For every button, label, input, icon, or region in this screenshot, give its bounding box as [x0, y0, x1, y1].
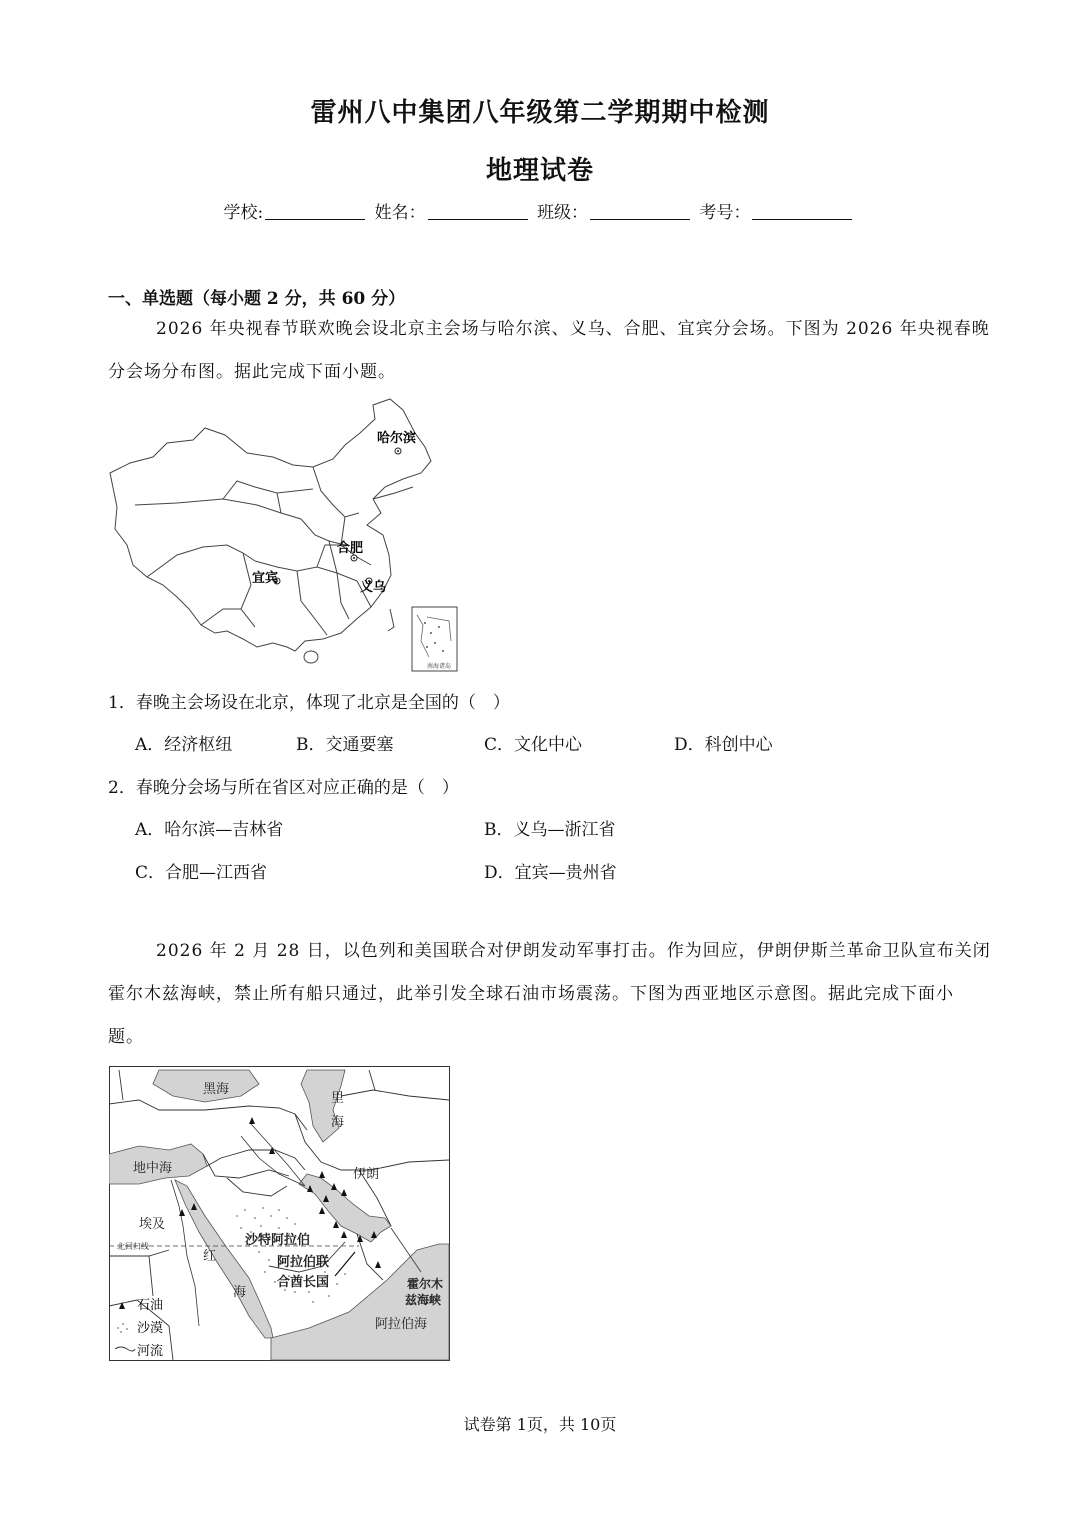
mediterranean-label: 地中海 — [133, 1161, 173, 1176]
passage-2-line-2: 霍尔木兹海峡，禁止所有船只通过，此举引发全球石油市场震荡。下图为西亚地区示意图。据此完成下面小 — [108, 984, 954, 1004]
inset-box — [412, 607, 457, 671]
q1-option-d[interactable]: D．科创中心 — [674, 735, 773, 755]
yibin-label: 宜宾 — [252, 571, 279, 586]
name-blank[interactable] — [428, 205, 528, 220]
exam-title: 雷州八中集团八年级第二学期期中检测 — [310, 98, 770, 128]
passage-2-line-3: 题。 — [108, 1027, 144, 1047]
q2-option-a[interactable]: A．哈尔滨—吉林省 — [135, 820, 284, 840]
caspian-label-2: 海 — [331, 1115, 345, 1130]
q1-option-a[interactable]: A．经济枢纽 — [135, 735, 233, 755]
class-label: 班级： — [537, 203, 589, 223]
red-sea-label-1: 红 — [203, 1249, 217, 1264]
exam-no-blank[interactable] — [752, 205, 852, 220]
q1-option-c[interactable]: C．文化中心 — [484, 735, 583, 755]
q2-option-d[interactable]: D．宜宾—贵州省 — [484, 863, 617, 883]
hormuz-label-1: 霍尔木 — [407, 1277, 444, 1291]
passage-1-line-1: 2026 年央视春节联欢晚会设北京主会场与哈尔滨、义乌、合肥、宜宾分会场。下图为 2026 年央视春晚 — [156, 319, 990, 339]
arabian-sea-label: 阿拉伯海 — [375, 1317, 428, 1332]
student-info-row — [0, 198, 1080, 223]
passage-1-line-2: 分会场分布图。据此完成下面小题。 — [108, 362, 396, 382]
legend-desert: 沙漠 — [137, 1321, 164, 1336]
exam-subtitle: 地理试卷 — [485, 156, 594, 186]
saudi-label: 沙特阿拉伯 — [245, 1233, 311, 1248]
exam-no-label: 考号： — [699, 203, 751, 223]
q2-stem: 2．春晚分会场与所在省区对应正确的是（ ） — [108, 778, 459, 798]
school-label: 学校: — [223, 203, 264, 223]
red-sea-label-2: 海 — [233, 1285, 247, 1300]
q1-stem: 1．春晚主会场设在北京，体现了北京是全国的（ ） — [108, 693, 510, 713]
inset-label: 南海诸岛 — [427, 663, 452, 670]
q2-option-b[interactable]: B．义乌—浙江省 — [484, 820, 616, 840]
hormuz-label-2: 兹海峡 — [405, 1293, 442, 1307]
china-map — [105, 395, 465, 675]
school-blank[interactable] — [265, 205, 365, 220]
west-asia-map — [109, 1066, 451, 1362]
passage-2 — [108, 930, 1000, 1059]
class-blank[interactable] — [590, 205, 690, 220]
iran-label: 伊朗 — [353, 1167, 380, 1182]
uae-label-2: 合酋长国 — [277, 1275, 330, 1290]
name-label: 姓名： — [374, 203, 426, 223]
egypt-label: 埃及 — [139, 1217, 166, 1232]
legend-oil: 石油 — [137, 1298, 164, 1313]
q1-option-b[interactable]: B．交通要塞 — [296, 735, 394, 755]
tropic-label: 北回归线 — [117, 1242, 149, 1251]
yiwu-label: 义乌 — [360, 580, 387, 595]
section-heading: 一、单选题（每小题 2 分，共 60 分） — [108, 289, 406, 309]
passage-2-line-1: 2026 年 2 月 28 日，以色列和美国联合对伊朗发动军事打击。作为回应，伊朗伊斯兰革命卫队宣布关闭 — [156, 941, 991, 961]
black-sea-label: 黑海 — [203, 1082, 230, 1097]
q2-option-c[interactable]: C．合肥—江西省 — [135, 863, 268, 883]
page-footer: 试卷第 1页，共 10页 — [463, 1415, 617, 1434]
caspian-label-1: 里 — [331, 1091, 345, 1106]
uae-label-1: 阿拉伯联 — [277, 1255, 330, 1270]
legend-river: 河流 — [137, 1344, 164, 1359]
passage-1 — [108, 308, 1000, 394]
hefei-label: 合肥 — [337, 541, 364, 556]
harbin-label: 哈尔滨 — [377, 431, 417, 446]
